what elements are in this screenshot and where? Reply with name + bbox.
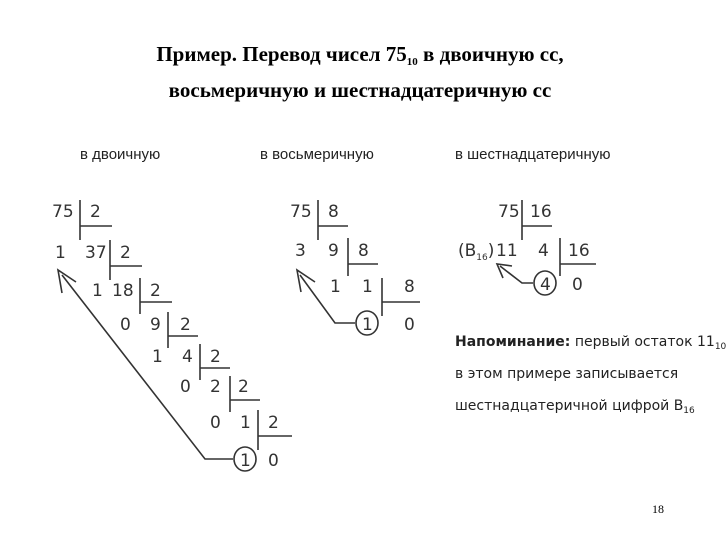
binary-dividend: 4 [182,347,193,367]
hex-final-quotient: 0 [572,275,583,295]
octal-division [290,200,420,335]
binary-divisor: 2 [150,281,161,301]
binary-remainder: 0 [210,413,221,433]
binary-dividend: 37 [85,243,107,263]
hex-dividend: 4 [538,241,549,261]
binary-dividend: 75 [52,202,74,222]
octal-remainder: 1 [330,277,341,297]
octal-divisor: 8 [404,277,415,297]
binary-remainder: 0 [180,377,191,397]
hex-label: $(B_{16})$ [458,241,495,263]
binary-dividend: 9 [150,315,161,335]
binary-final-quotient: 0 [268,451,279,471]
header-octal: в восьмеричную [260,146,374,163]
binary-divisor: 2 [268,413,279,433]
hex-remainder-circled: 4 [540,275,551,295]
hex-arrow [500,266,533,283]
octal-remainder: 3 [295,241,306,261]
binary-divisor: 2 [180,315,191,335]
hex-remainder: 11 [496,241,518,261]
octal-dividend: 9 [328,241,339,261]
note-line-3: шестнадцатеричной цифрой $B_{16}$ [455,398,695,416]
octal-arrow [300,275,355,323]
page-number: 18 [652,502,664,516]
binary-divisor: 2 [120,243,131,263]
hex-division [458,200,596,295]
binary-divisor: 2 [90,202,101,222]
octal-divisor: 8 [358,241,369,261]
binary-remainder: 0 [120,315,131,335]
header-hex: в шестнадцатеричную [455,146,611,163]
binary-dividend: 1 [240,413,251,433]
octal-dividend: 1 [362,277,373,297]
note-line-1: Напоминание: первый остаток $11_{10}$ [455,334,726,352]
binary-remainder: 1 [152,347,163,367]
binary-dividend: 2 [210,377,221,397]
hex-divisor: 16 [530,202,552,222]
slide-title-line-2: восьмеричную и шестнадцатеричную сс [168,78,552,102]
octal-remainder-circled: 1 [362,315,373,335]
binary-remainder-circled: 1 [240,451,251,471]
hex-divisor: 16 [568,241,590,261]
binary-dividend: 18 [112,281,134,301]
binary-divisor: 2 [238,377,249,397]
binary-remainder: 1 [55,243,66,263]
binary-division [52,200,292,471]
note-line-2: в этом примере записывается [455,366,679,382]
octal-final-quotient: 0 [404,315,415,335]
header-binary: в двоичную [80,146,161,163]
slide-title-line-1: Пример. Перевод чисел $75_{10}$ в двоичную сс, [156,42,564,68]
binary-divisor: 2 [210,347,221,367]
octal-arrow-head [297,270,315,292]
hex-arrow-head [497,264,512,278]
binary-remainder: 1 [92,281,103,301]
hex-dividend: 75 [498,202,520,222]
octal-divisor: 8 [328,202,339,222]
octal-dividend: 75 [290,202,312,222]
